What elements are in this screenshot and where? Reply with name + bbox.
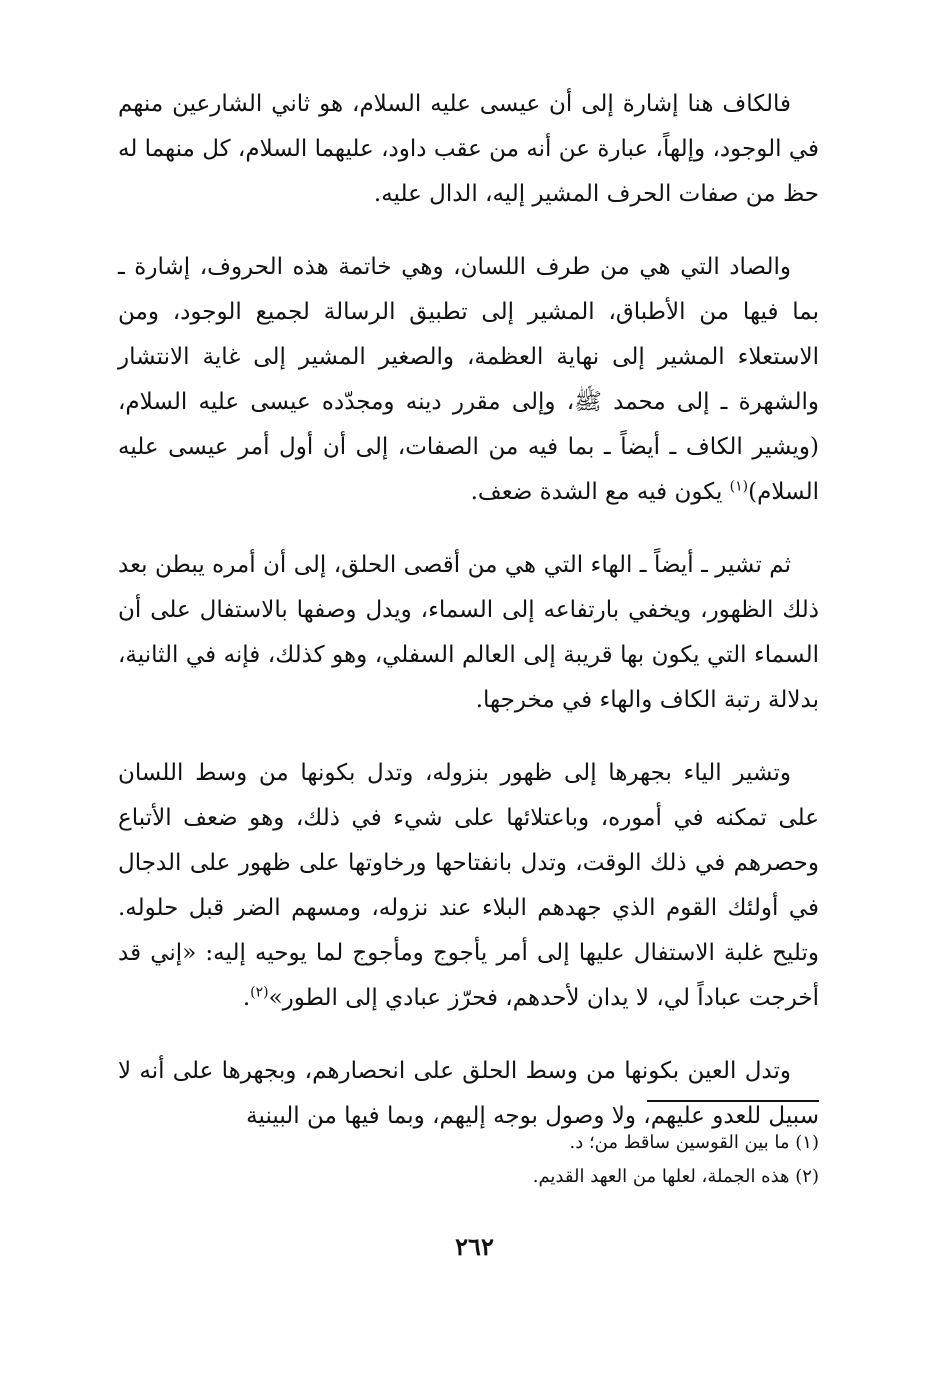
paragraph-3	[118, 543, 819, 723]
footnote-2: (٢) هذه الجملة، لعلها من العهد القديم.	[532, 1166, 819, 1187]
main-text	[118, 82, 819, 1139]
paragraph-2-text-after: يكون فيه مع الشدة ضعف.	[470, 479, 730, 505]
paragraph-5-text: وتدل العين بكونها من وسط الحلق على انحصارهم، وبجهرها على أنه لا سبيل للعدو عليهم، ولا وصول بوجه إليهم، وبما فيها من البينية	[118, 1058, 819, 1129]
footnote-divider	[647, 1100, 819, 1102]
paragraph-2	[118, 245, 819, 515]
paragraph-4	[118, 751, 819, 1021]
paragraph-1-text: فالكاف هنا إشارة إلى أن عيسى عليه السلام، هو ثاني الشارعين منهم في الوجود، وإلهاً، عبارة عن أنه من عقب داود، عليهما السلام، كل منهما له حظ من صفات الحرف المشير إليه، الدال عليه.	[118, 91, 819, 207]
paragraph-3-text: ثم تشير ـ أيضاً ـ الهاء التي هي من أقصى الحلق، إلى أن أمره يبطن بعد ذلك الظهور، ويخفي بارتفاعه إلى السماء، ويدل وصفها بالاستفال على أن السماء التي يكون بها قريبة إلى العالم السفلي، وهو كذلك، فإنه في الثانية، بدلالة رتبة الكاف والهاء في مخرجها.	[118, 552, 819, 713]
paragraph-4-text-after: .	[242, 985, 251, 1011]
paragraph-2-text: والصاد التي هي من طرف اللسان، وهي خاتمة هذه الحروف، إشارة ـ بما فيها من الأطباق، المشير إلى تطبيق الرسالة لجميع الوجود، ومن الاستعلاء المشير إلى نهاية العظمة، والصغير المشير إلى غاية الانتشار والشهرة ـ إلى محمد ﷺ، وإلى مقرر دينه ومجدّده عيسى عليه السلام، (ويشير الكاف ـ أيضاً ـ بما فيه من الصفات، إلى أن أول أمر عيسى عليه السلام)	[118, 254, 819, 505]
page-number: ٢٦٢	[455, 1232, 494, 1261]
paragraph-4-text: وتشير الياء بجهرها إلى ظهور بنزوله، وتدل بكونها من وسط اللسان على تمكنه في أموره، وباعتلائها على شيء في ذلك، وهو ضعف الأتباع وحصرهم في ذلك الوقت، وتدل بانفتاحها ورخاوتها على ظهور على الدجال في أولئك القوم الذي جهدهم البلاء عند نزوله، ومسهم الضر قبل حلوله. وتليح غلبة الاستفال عليها إلى أمر يأجوج ومأجوج لما يوحيه إليه: «إني قد أخرجت عباداً لي، لا يدان لأحدهم، فحرّز عبادي إلى الطور»	[118, 760, 819, 1011]
footnote-ref-2[interactable]: (٢)	[250, 984, 269, 1001]
footnote-ref-1[interactable]: (١)	[729, 478, 749, 495]
footnote-1: (١) ما بين القوسين ساقط من؛ د.	[569, 1132, 819, 1153]
footnotes	[118, 1126, 819, 1194]
paragraph-1	[118, 82, 819, 217]
